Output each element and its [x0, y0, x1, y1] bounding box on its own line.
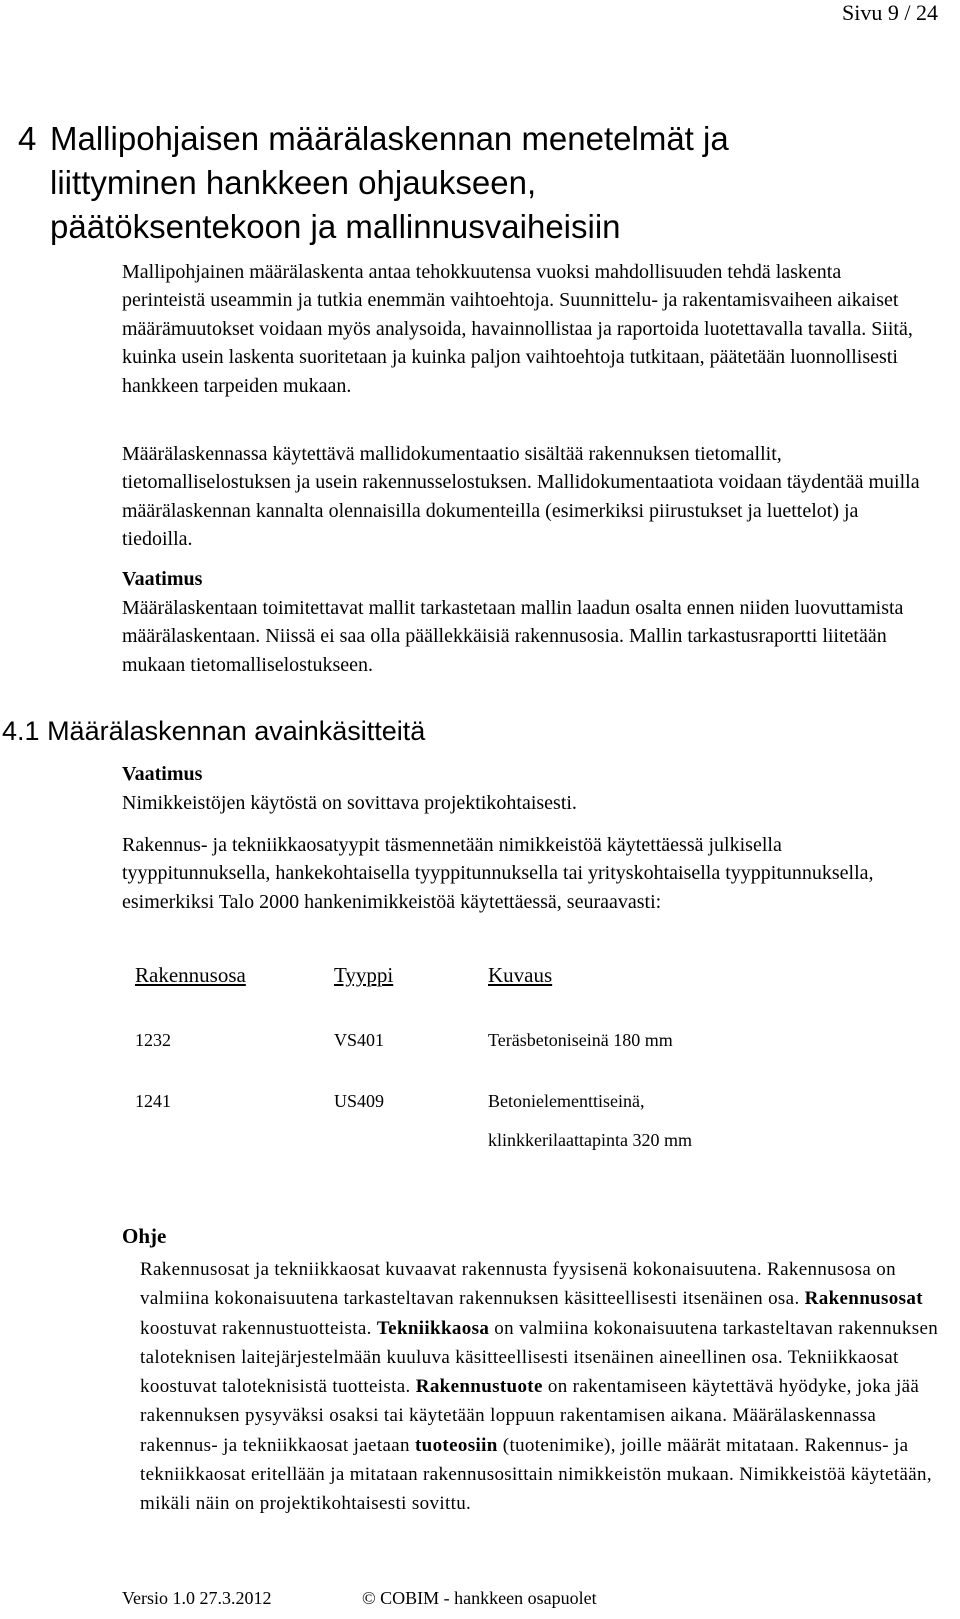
guidance-text-part: koostuvat rakennustuotteista.	[140, 1317, 377, 1339]
table-cell-kuvaus-continued: klinkkerilaattapinta 320 mm	[488, 1130, 692, 1150]
table-cell-tyyppi: VS401	[334, 1030, 385, 1050]
table-cell-kuvaus: Teräsbetoniseinä 180 mm	[488, 1030, 673, 1050]
section-number: 4.1	[2, 716, 40, 746]
table-header-rakennusosa: Rakennusosa	[135, 963, 246, 987]
table-cell-tyyppi: US409	[334, 1091, 385, 1111]
paragraph-1: Mallipohjainen määrälaskenta antaa tehokkuutensa vuoksi mahdollisuuden tehdä laskenta perinteistä useammin ja tutkia enemmän vaihtoehtoja. Suunnittelu- ja rakentamisvaiheen aikaiset määrämuutokset voidaan myös analysoida, havainnollistaa ja raportoida luotettavalla tavalla. Siitä, kuinka usein laskenta suoritetaan ja kuinka paljon vaihtoehtoja tutkitaan, päätetään luonnollisesti hankkeen tarpeiden mukaan.	[122, 261, 913, 397]
chapter-number: 4	[18, 120, 37, 157]
guidance-text-part: Rakennusosat ja tekniikkaosat kuvaavat rakennusta fyysisenä kokonaisuutena. Rakennusosa on valmiina kokonaisuutena tarkasteltavan rakennuksen käsitteellisesti itsenäinen osa.	[140, 1259, 896, 1310]
table-cell-rakennusosa: 1232	[135, 1030, 171, 1050]
table-cell-kuvaus: Betonielementtiseinä,	[488, 1091, 645, 1111]
term-tuoteosiin: tuoteosiin	[414, 1434, 498, 1456]
table-header-tyyppi: Tyyppi	[334, 963, 394, 987]
chapter-title-line-3: päätöksentekoon ja mallinnusvaiheisiin	[50, 208, 621, 245]
chapter-title-line-2: liittyminen hankkeen ohjaukseen,	[50, 164, 537, 201]
footer-version: Versio 1.0 27.3.2012	[122, 1588, 272, 1608]
guidance-text-part: on valmiina kokonaisuutena tarkasteltavan rakennuksen taloteknisen laitejärjestelmään kuuluva käsitteellisesti itsenäinen aineellinen osa. Tekniikkaosat koostuvat taloteknisistä tuotteista.	[140, 1317, 939, 1398]
guidance-title: Ohje	[122, 1224, 167, 1248]
guidance-text	[140, 1255, 940, 1519]
table-cell-rakennusosa: 1241	[135, 1091, 171, 1111]
requirement-text-2: Nimikkeistöjen käytöstä on sovittava projektikohtaisesti.	[122, 792, 577, 814]
requirement-label-2: Vaatimus	[122, 763, 203, 785]
paragraph-2: Määrälaskennassa käytettävä mallidokumentaatio sisältää rakennuksen tietomallit, tietomalliselostuksen ja usein rakennusselostuksen. Mallidokumentaatiota voidaan täydentää muilla määrälaskennan kannalta olennaisilla dokumenteilla (esimerkiksi piirustukset ja luettelot) ja tiedoilla.	[122, 443, 920, 551]
guidance-text-part: (tuotenimike), joille määrät mitataan. Rakennus- ja tekniikkaosat eritellään ja mitataan rakennusosittain nimikkeistön mukaan. Nimikkeistöä käytetään, mikäli näin on projektikohtaisesti sovittu.	[140, 1434, 932, 1515]
requirement-text-1: Määrälaskentaan toimitettavat mallit tarkastetaan mallin laadun osalta ennen niiden luovuttamista määrälaskentaan. Niissä ei saa olla päällekkäisiä rakennusosia. Mallin tarkastusraportti liitetään mukaan tietomalliselostukseen.	[122, 597, 904, 676]
section-title: Määrälaskennan avainkäsitteitä	[47, 716, 426, 746]
page-number: Sivu 9 / 24	[842, 0, 938, 25]
chapter-title-line-1: Mallipohjaisen määrälaskennan menetelmät ja	[50, 120, 729, 157]
guidance-text-part: on rakentamiseen käytettävä hyödyke, joka jää rakennuksen pysyväksi osaksi tai käytetään loppuun rakentamisen aikana. Määrälaskennassa rakennus- ja tekniikkaosat jaetaan	[140, 1376, 920, 1456]
paragraph-3: Rakennus- ja tekniikkaosatyypit täsmennetään nimikkeistöä käytettäessä julkisella tyyppitunnuksella, hankekohtaisella tyyppitunnuksella tai yrityskohtaisella tyyppitunnuksella, esimerkiksi Talo 2000 hankenimikkeistöä käytettäessä, seuraavasti:	[122, 834, 874, 913]
chapter-heading	[18, 117, 729, 161]
footer-copyright: © COBIM - hankkeen osapuolet	[362, 1588, 597, 1608]
term-rakennusosat: Rakennusosat	[804, 1288, 923, 1310]
requirement-label-1: Vaatimus	[122, 568, 203, 590]
section-heading	[2, 716, 425, 747]
term-tekniikkaosa: Tekniikkaosa	[376, 1317, 490, 1339]
table-header-kuvaus: Kuvaus	[488, 963, 553, 987]
term-rakennustuote: Rakennustuote	[415, 1376, 543, 1398]
